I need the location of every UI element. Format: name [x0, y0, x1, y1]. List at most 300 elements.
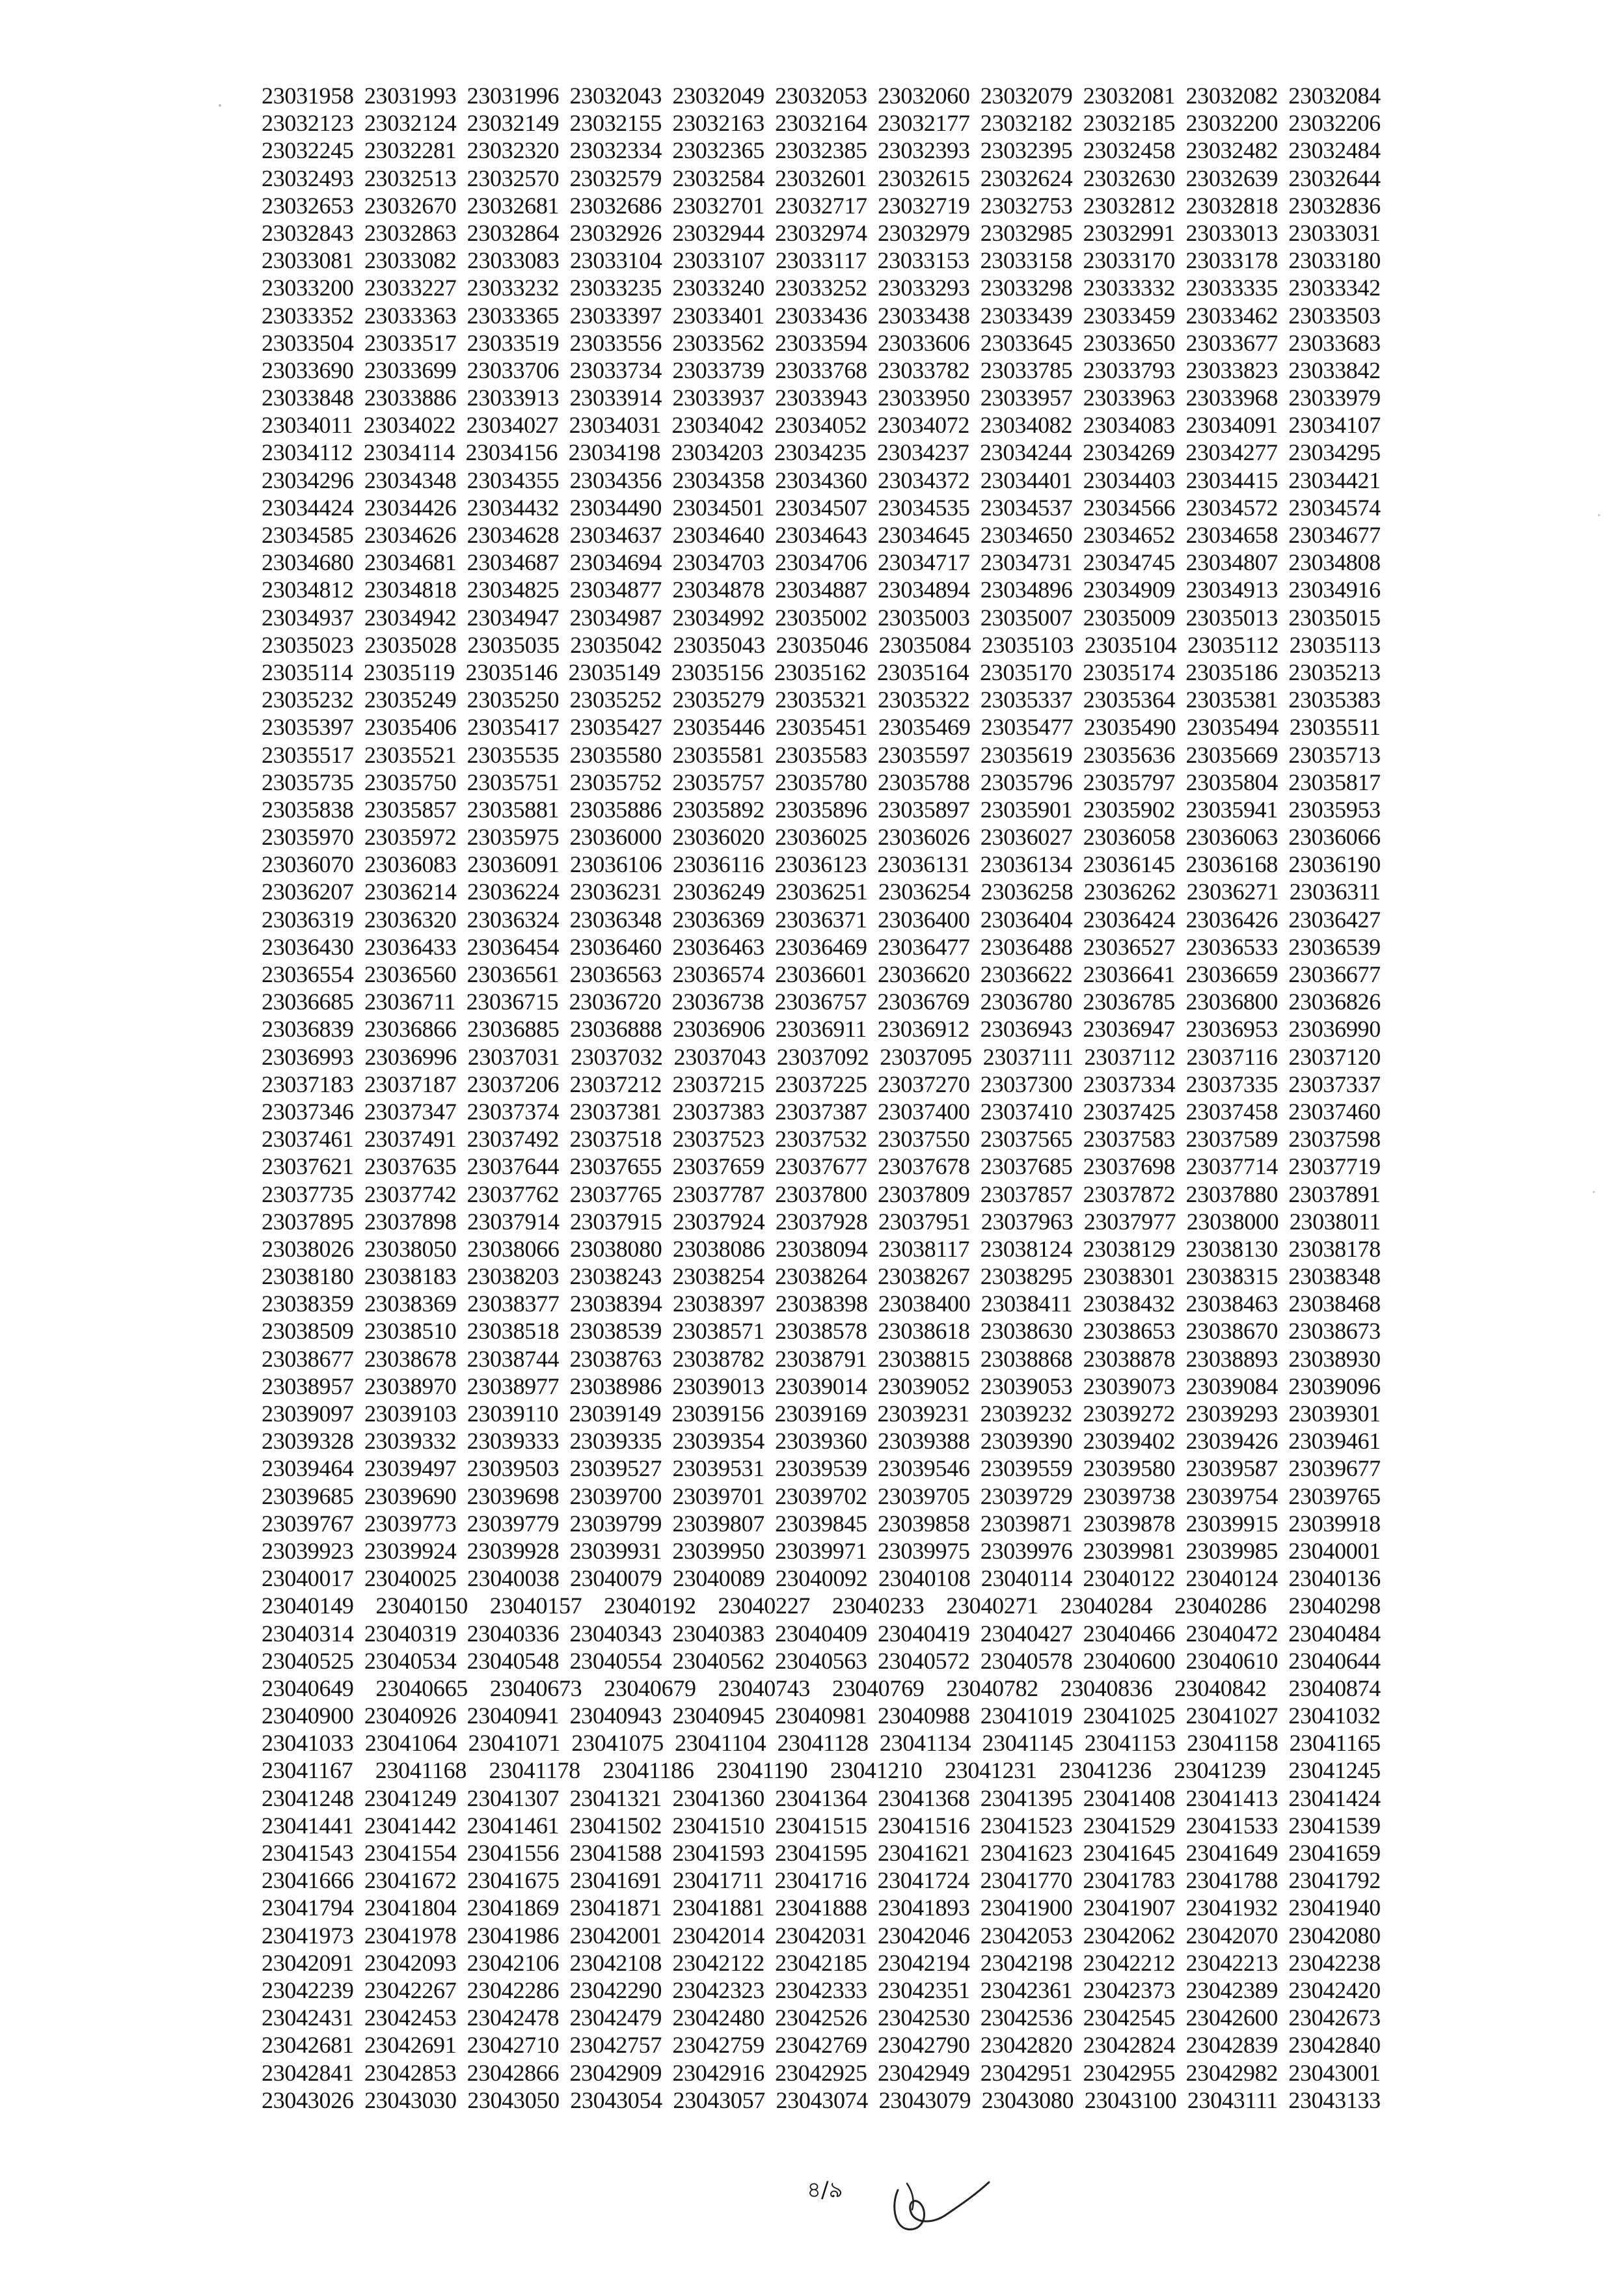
roll-number: 23034572	[1185, 494, 1279, 521]
roll-number: 23038868	[980, 1345, 1073, 1372]
roll-number: 23034807	[1185, 549, 1279, 576]
roll-number: 23042853	[364, 2059, 457, 2086]
roll-number: 23034745	[1083, 549, 1176, 576]
roll-number: 23037031	[467, 1043, 560, 1070]
roll-number: 23033107	[672, 247, 765, 274]
roll-number: 23033436	[775, 302, 867, 329]
roll-number: 23037212	[569, 1071, 662, 1097]
roll-number: 23032812	[1083, 192, 1176, 219]
roll-number: 23034203	[671, 439, 764, 466]
roll-number: 23040150	[375, 1593, 468, 1619]
roll-number: 23042238	[1288, 1949, 1381, 1976]
roll-number: 23039332	[364, 1428, 457, 1455]
roll-number: 23036527	[1083, 933, 1176, 960]
table-row	[262, 1702, 1381, 1729]
table-row	[262, 631, 1381, 659]
roll-number: 23041770	[980, 1867, 1073, 1894]
roll-number: 23033734	[569, 357, 662, 383]
roll-number: 23038254	[672, 1263, 765, 1290]
roll-number: 23041533	[1185, 1812, 1279, 1839]
roll-number: 23041145	[982, 1730, 1074, 1757]
roll-number: 23032206	[1288, 110, 1381, 137]
roll-number: 23035427	[569, 714, 662, 741]
roll-number: 23040122	[1083, 1565, 1176, 1592]
roll-number: 23033180	[1288, 247, 1381, 274]
roll-number: 23042290	[569, 1977, 662, 2003]
roll-number: 23042479	[569, 2005, 662, 2031]
roll-number: 23032043	[569, 83, 662, 109]
roll-number: 23040286	[1174, 1593, 1267, 1619]
roll-number: 23040017	[262, 1565, 354, 1592]
roll-number: 23033706	[467, 357, 560, 383]
table-row	[262, 467, 1381, 494]
table-row	[262, 1620, 1381, 1647]
roll-number: 23032245	[262, 137, 354, 164]
roll-number: 23041027	[1185, 1703, 1279, 1729]
roll-number: 23039677	[1288, 1455, 1381, 1482]
roll-number: 23035902	[1083, 796, 1176, 823]
roll-number: 23035174	[1083, 659, 1175, 685]
roll-number: 23042824	[1083, 2032, 1176, 2059]
roll-number: 23041064	[364, 1730, 457, 1757]
roll-number: 23035003	[877, 604, 970, 631]
roll-number: 23037928	[775, 1208, 868, 1235]
roll-number: 23036066	[1288, 824, 1381, 851]
roll-number: 23041869	[467, 1895, 560, 1921]
roll-number: 23041368	[877, 1785, 970, 1811]
roll-number: 23040926	[364, 1703, 457, 1729]
roll-number: 23039402	[1083, 1428, 1176, 1455]
roll-number: 23032753	[980, 192, 1073, 219]
table-row	[262, 1125, 1381, 1153]
table-row	[262, 192, 1381, 219]
roll-number: 23036533	[1185, 933, 1279, 960]
roll-number: 23037183	[262, 1071, 354, 1097]
roll-number: 23037410	[980, 1098, 1073, 1125]
roll-number: 23035892	[672, 796, 765, 823]
table-row	[262, 604, 1381, 631]
roll-number: 23036026	[877, 824, 970, 851]
table-row	[262, 1647, 1381, 1675]
roll-number: 23034083	[1083, 412, 1176, 439]
table-row	[262, 1729, 1381, 1757]
roll-number: 23038050	[364, 1235, 457, 1262]
roll-number: 23039698	[467, 1483, 560, 1509]
roll-number: 23035322	[877, 687, 970, 713]
roll-number: 23040233	[832, 1593, 925, 1619]
roll-number: 23037112	[1084, 1043, 1176, 1070]
roll-number: 23033782	[877, 357, 970, 383]
roll-number: 23032149	[467, 110, 560, 137]
roll-number: 23039559	[980, 1455, 1073, 1482]
roll-number: 23036554	[262, 961, 354, 987]
roll-number: 23037460	[1288, 1098, 1381, 1125]
roll-number: 23039878	[1083, 1510, 1176, 1537]
roll-number: 23035002	[775, 604, 867, 631]
roll-number: 23035857	[364, 796, 457, 823]
roll-number: 23032385	[775, 137, 867, 164]
roll-number: 23040941	[467, 1703, 560, 1729]
roll-number: 23038295	[980, 1263, 1073, 1290]
table-row	[262, 1427, 1381, 1455]
table-row	[262, 1290, 1381, 1317]
roll-number: 23040562	[672, 1647, 765, 1674]
roll-number: 23036224	[467, 879, 560, 905]
roll-number: 23032670	[364, 192, 457, 219]
roll-number: 23040644	[1288, 1647, 1381, 1674]
roll-number: 23033082	[364, 247, 457, 274]
roll-number: 23033439	[980, 302, 1073, 329]
roll-number: 23035581	[672, 741, 765, 768]
roll-number: 23041716	[774, 1867, 867, 1894]
roll-number: 23033823	[1185, 357, 1279, 383]
roll-number: 23035043	[673, 631, 765, 658]
roll-number: 23036720	[569, 989, 662, 1015]
table-row	[262, 1592, 1381, 1619]
roll-number: 23042478	[467, 2005, 560, 2031]
roll-number: 23036427	[1288, 906, 1381, 933]
roll-number: 23036231	[569, 879, 662, 905]
roll-number: 23036780	[980, 989, 1073, 1015]
roll-number: 23033227	[364, 275, 457, 301]
roll-number: 23039705	[877, 1483, 970, 1509]
roll-number: 23037270	[877, 1071, 970, 1097]
roll-number: 23036715	[466, 989, 559, 1015]
roll-number: 23037387	[775, 1098, 867, 1125]
roll-number: 23034403	[1083, 467, 1176, 493]
roll-number: 23034356	[569, 467, 662, 493]
roll-number: 23041245	[1288, 1757, 1381, 1784]
roll-number: 23033968	[1185, 385, 1279, 411]
roll-number: 23041442	[364, 1812, 457, 1839]
roll-number: 23032926	[569, 219, 662, 246]
roll-number: 23039426	[1185, 1428, 1279, 1455]
roll-number: 23039272	[1083, 1401, 1176, 1427]
roll-number: 23042070	[1185, 1922, 1279, 1949]
roll-number: 23032681	[467, 192, 560, 219]
roll-number: 23032864	[467, 219, 560, 246]
roll-number: 23038670	[1185, 1318, 1279, 1345]
roll-number: 23039156	[671, 1401, 765, 1427]
roll-number: 23040124	[1185, 1565, 1278, 1592]
roll-number: 23036324	[467, 906, 560, 933]
roll-number: 23034426	[364, 494, 457, 521]
roll-number: 23034114	[363, 439, 455, 466]
roll-number: 23035114	[262, 659, 353, 685]
roll-number: 23039539	[775, 1455, 867, 1482]
roll-number: 23040409	[775, 1620, 867, 1647]
roll-number: 23042866	[467, 2059, 560, 2086]
roll-number: 23036993	[262, 1043, 354, 1070]
roll-number: 23032630	[1083, 165, 1176, 191]
roll-number: 23035042	[570, 631, 662, 658]
roll-number: 23041461	[467, 1812, 560, 1839]
roll-number: 23037565	[980, 1126, 1073, 1153]
roll-number: 23033363	[364, 302, 457, 329]
roll-number: 23042759	[672, 2032, 765, 2059]
roll-number: 23042925	[775, 2059, 867, 2086]
roll-number: 23039053	[980, 1373, 1073, 1399]
roll-number: 23036469	[775, 933, 867, 960]
roll-number: 23034706	[775, 549, 867, 576]
roll-number: 23037225	[775, 1071, 867, 1097]
roll-number: 23038080	[569, 1235, 662, 1262]
roll-number: 23036943	[980, 1016, 1073, 1043]
roll-number: 23041871	[569, 1895, 662, 1921]
roll-number: 23035750	[364, 769, 457, 795]
roll-number: 23035451	[775, 714, 868, 741]
roll-number: 23033677	[1185, 329, 1279, 356]
roll-number: 23040943	[569, 1703, 662, 1729]
roll-number: 23040336	[467, 1620, 560, 1647]
roll-number: 23033594	[775, 329, 867, 356]
roll-number: 23032177	[877, 110, 970, 137]
roll-number: 23041360	[672, 1785, 765, 1811]
table-row	[262, 878, 1381, 905]
roll-number: 23033459	[1083, 302, 1176, 329]
table-row	[262, 713, 1381, 741]
roll-number: 23033937	[672, 385, 765, 411]
roll-number: 23039931	[569, 1537, 662, 1564]
roll-number: 23033699	[364, 357, 457, 383]
roll-number: 23038394	[569, 1291, 662, 1317]
roll-number: 23032719	[877, 192, 970, 219]
roll-number: 23033690	[262, 357, 354, 383]
table-row	[262, 1400, 1381, 1427]
roll-number: 23034640	[672, 522, 765, 548]
roll-number: 23040484	[1288, 1620, 1381, 1647]
roll-number: 23034887	[775, 577, 867, 603]
table-row	[262, 357, 1381, 384]
roll-number: 23034358	[672, 467, 765, 493]
roll-number: 23040836	[1060, 1675, 1153, 1701]
roll-number: 23035397	[262, 714, 354, 741]
table-row	[262, 988, 1381, 1015]
roll-number: 23034913	[1185, 577, 1279, 603]
roll-number: 23035953	[1288, 796, 1381, 823]
roll-number: 23037492	[467, 1126, 560, 1153]
roll-number: 23032624	[980, 165, 1073, 191]
roll-number: 23032124	[364, 110, 457, 137]
roll-number: 23038571	[672, 1318, 765, 1345]
table-row	[262, 1043, 1381, 1071]
roll-number: 23038180	[262, 1263, 354, 1290]
roll-number: 23035669	[1185, 741, 1279, 768]
roll-number: 23036271	[1186, 879, 1279, 905]
table-row	[262, 1510, 1381, 1537]
roll-number: 23038539	[569, 1318, 662, 1345]
roll-number: 23035521	[364, 741, 457, 768]
table-row	[262, 1317, 1381, 1345]
roll-number: 23031958	[262, 83, 354, 109]
roll-number: 23042031	[775, 1922, 867, 1949]
roll-number: 23037678	[877, 1153, 970, 1180]
roll-number: 23037635	[364, 1153, 457, 1180]
roll-number: 23033332	[1083, 275, 1176, 301]
table-row	[262, 1483, 1381, 1510]
roll-number: 23035881	[467, 796, 560, 823]
roll-number: 23034415	[1185, 467, 1279, 493]
roll-number: 23040874	[1288, 1675, 1381, 1701]
roll-number: 23034812	[262, 577, 354, 603]
roll-number: 23038377	[467, 1291, 560, 1317]
roll-number: 23039531	[672, 1455, 765, 1482]
roll-number: 23035897	[877, 796, 970, 823]
roll-number: 23034042	[671, 412, 765, 439]
roll-number: 23034235	[774, 439, 867, 466]
roll-number: 23042710	[467, 2032, 560, 2059]
roll-number: 23041033	[262, 1730, 354, 1757]
roll-number: 23040089	[672, 1565, 765, 1592]
roll-number: 23032701	[672, 192, 765, 219]
roll-number: 23042453	[364, 2005, 457, 2031]
roll-number: 23040227	[718, 1593, 811, 1619]
roll-number: 23036083	[364, 851, 457, 878]
roll-number: 23036106	[569, 851, 662, 878]
roll-number: 23041190	[716, 1757, 808, 1784]
roll-number: 23041691	[569, 1867, 662, 1894]
roll-number: 23037765	[569, 1181, 662, 1207]
roll-number: 23042286	[467, 1977, 560, 2003]
scan-speck	[1593, 1191, 1595, 1193]
roll-number: 23035972	[364, 824, 457, 851]
roll-number: 23038618	[877, 1318, 970, 1345]
roll-number: 23041554	[364, 1840, 457, 1866]
roll-number: 23034687	[467, 549, 560, 576]
roll-number: 23033438	[877, 302, 970, 329]
roll-number: 23040665	[375, 1675, 468, 1701]
roll-number: 23034355	[467, 467, 560, 493]
roll-number: 23036168	[1185, 851, 1278, 878]
roll-number: 23041158	[1187, 1730, 1279, 1757]
roll-number: 23033606	[877, 329, 970, 356]
roll-number: 23037698	[1083, 1153, 1176, 1180]
roll-number: 23040769	[832, 1675, 925, 1701]
roll-number: 23035337	[980, 687, 1073, 713]
roll-number: 23035446	[672, 714, 765, 741]
roll-number: 23039390	[980, 1428, 1073, 1455]
roll-number: 23043080	[981, 2087, 1074, 2113]
roll-number: 23034937	[262, 604, 354, 631]
table-row	[262, 274, 1381, 301]
roll-number: 23033293	[877, 275, 970, 301]
roll-number: 23035796	[980, 769, 1073, 795]
roll-number: 23035597	[877, 741, 970, 768]
table-row	[262, 109, 1381, 137]
roll-number: 23043054	[570, 2087, 662, 2113]
roll-number: 23036027	[980, 824, 1073, 851]
roll-number: 23039360	[775, 1428, 867, 1455]
roll-number: 23032584	[672, 165, 765, 191]
roll-number: 23039915	[1185, 1510, 1279, 1537]
roll-number: 23041032	[1288, 1703, 1381, 1729]
roll-number: 23035112	[1187, 631, 1279, 658]
roll-number: 23040192	[604, 1593, 696, 1619]
roll-number: 23034877	[569, 577, 662, 603]
roll-number: 23036947	[1083, 1016, 1176, 1043]
roll-number: 23036463	[672, 933, 765, 960]
table-row	[262, 1345, 1381, 1373]
roll-number: 23033519	[467, 329, 560, 356]
roll-number: 23041672	[364, 1867, 457, 1894]
roll-number: 23032081	[1083, 83, 1176, 109]
roll-number: 23039328	[262, 1428, 354, 1455]
roll-number: 23039858	[877, 1510, 970, 1537]
table-row	[262, 411, 1381, 439]
roll-number: 23038653	[1083, 1318, 1176, 1345]
roll-number: 23039231	[877, 1401, 970, 1427]
roll-number: 23033650	[1083, 329, 1176, 356]
roll-number: 23037300	[980, 1071, 1073, 1097]
roll-number: 23035252	[569, 687, 662, 713]
roll-number: 23038463	[1185, 1291, 1278, 1317]
roll-number: 23038630	[980, 1318, 1073, 1345]
roll-number: 23034027	[466, 412, 559, 439]
roll-number: 23042530	[877, 2005, 970, 2031]
roll-number: 23040563	[775, 1647, 867, 1674]
roll-number: 23042916	[672, 2059, 765, 2086]
table-row	[262, 961, 1381, 988]
roll-number: 23040842	[1174, 1675, 1267, 1701]
roll-number: 23038986	[569, 1373, 662, 1399]
roll-number: 23042389	[1185, 1977, 1279, 2003]
roll-number: 23040900	[262, 1703, 354, 1729]
roll-number: 23042820	[980, 2032, 1073, 2059]
roll-number: 23036404	[980, 906, 1073, 933]
roll-number: 23040079	[569, 1565, 662, 1592]
roll-number: 23034535	[877, 494, 970, 521]
roll-number: 23042361	[980, 1977, 1073, 2003]
roll-number: 23036738	[671, 989, 765, 1015]
roll-number: 23040673	[489, 1675, 582, 1701]
roll-number: 23041804	[364, 1895, 457, 1921]
roll-number: 23036620	[877, 961, 970, 987]
roll-number: 23032053	[775, 83, 867, 109]
roll-number: 23038026	[262, 1235, 354, 1262]
roll-number: 23038782	[672, 1345, 765, 1372]
table-row	[262, 2059, 1381, 2087]
roll-number: 23035249	[364, 687, 457, 713]
roll-number: 23035511	[1289, 714, 1381, 741]
roll-number: 23042526	[775, 2005, 867, 2031]
roll-number: 23034507	[775, 494, 867, 521]
roll-number: 23035162	[774, 659, 867, 685]
roll-number: 23036685	[262, 989, 354, 1015]
roll-number: 23032615	[877, 165, 970, 191]
roll-number: 23038400	[878, 1291, 971, 1317]
roll-number: 23038397	[672, 1291, 765, 1317]
roll-number: 23035886	[569, 796, 662, 823]
roll-number: 23041153	[1084, 1730, 1176, 1757]
roll-number: 23037735	[262, 1181, 354, 1207]
roll-number: 23041075	[571, 1730, 664, 1757]
roll-number: 23040314	[262, 1620, 354, 1647]
roll-number: 23040743	[718, 1675, 811, 1701]
roll-number: 23042212	[1083, 1949, 1176, 1976]
roll-number: 23038878	[1083, 1345, 1176, 1372]
roll-number: 23037924	[672, 1208, 765, 1235]
roll-number: 23041408	[1083, 1785, 1176, 1811]
roll-number: 23034681	[364, 549, 457, 576]
roll-number: 23038398	[775, 1291, 868, 1317]
roll-number: 23035490	[1083, 714, 1176, 741]
roll-number: 23032079	[980, 83, 1073, 109]
roll-number: 23039097	[262, 1401, 354, 1427]
roll-number: 23042545	[1083, 2005, 1176, 2031]
roll-number: 23037095	[880, 1043, 972, 1070]
roll-number: 23035009	[1083, 604, 1176, 631]
roll-number: 23035517	[262, 741, 354, 768]
